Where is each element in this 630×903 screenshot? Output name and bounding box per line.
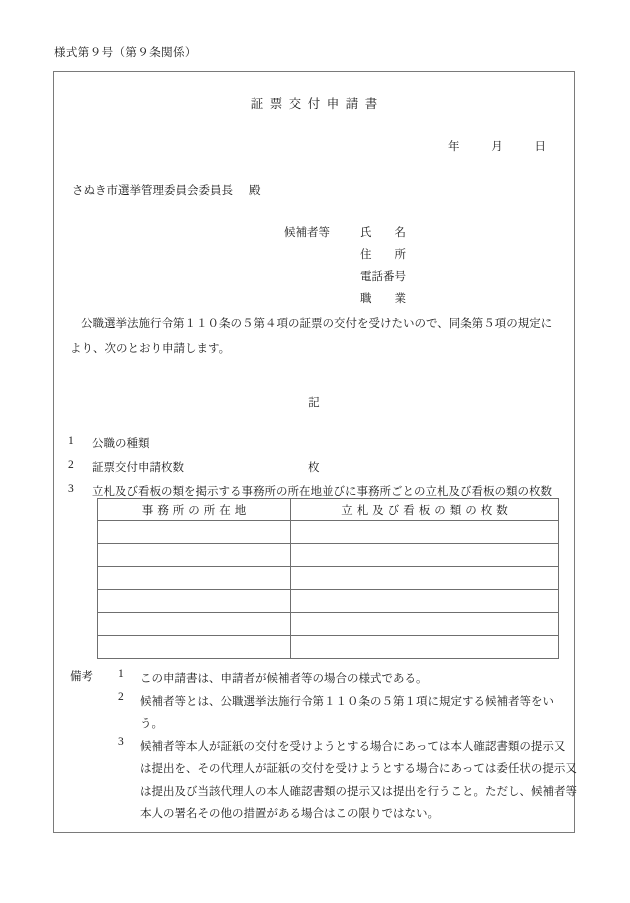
table-row [98,590,559,613]
table-row [98,613,559,636]
applicant-field-phone: 電話番号 [360,271,406,283]
remark-2-line-2: う。 [140,718,163,730]
item-1 [68,435,568,459]
office-table [97,498,559,659]
remark-3-number: 3 [118,735,124,748]
applicant-group-label: 候補者等 [284,227,330,239]
table-cell-office-location[interactable] [98,567,291,590]
table-cell-office-location[interactable] [98,544,291,567]
item-3-text: 立札及び看板の類を掲示する事務所の所在地並びに事務所ごとの立札及び看板の類の枚数 [92,486,552,498]
table-header-sign-count: 立札及び看板の類の枚数 [291,499,559,521]
remarks-section [70,668,577,826]
item-1-number: 1 [68,435,74,447]
table-cell-sign-count[interactable] [291,544,559,567]
body-paragraph-line-1: 公職選挙法施行令第１１０条の５第４項の証票の交付を受けたいので、同条第５項の規定に [81,318,553,330]
addressee-line [72,182,261,198]
table-header-row [98,499,559,521]
remark-1-text [140,668,566,691]
remark-2-line-1: 候補者等とは、公職選挙法施行令第１１０条の５第１項に規定する候補者等をい [140,695,554,708]
remark-note-3 [118,735,577,826]
date-line [448,138,546,154]
addressee-name: さぬき市選挙管理委員会委員長 [72,185,233,197]
remarks-label: 備考 [70,671,93,683]
applicant-field-list [360,222,406,310]
date-month: 月 [491,141,503,153]
remarks-list [118,668,577,826]
remark-3-line-4: 本人の署名その他の措置がある場合はこの限りではない。 [140,808,439,820]
item-2-text: 証票交付申請枚数 [92,462,184,474]
body-paragraph-line-2: より、次のとおり申請します。 [70,343,231,355]
remark-3-line-1: 候補者等本人が証紙の交付を受けようとする場合にあっては本人確認書類の提示又 [140,740,566,753]
applicant-field-address: 住 所 [360,249,406,261]
addressee-honorific: 殿 [249,185,261,197]
item-3-number: 3 [68,483,74,495]
remark-note-2 [118,691,566,736]
item-2-unit: 枚 [308,462,320,474]
body-paragraph [70,312,562,362]
table-header-office-location: 事務所の所在地 [98,499,291,521]
table-cell-sign-count[interactable] [291,521,559,544]
table-cell-sign-count[interactable] [291,590,559,613]
applicant-field-occupation: 職 業 [360,293,406,305]
remark-note-1 [118,668,566,691]
remark-3-text [140,736,577,826]
remark-3-line-2: は提出を、その代理人が証紙の交付を受けようとする場合にあっては委任状の提示又 [140,763,577,775]
table-cell-office-location[interactable] [98,636,291,659]
table-cell-office-location[interactable] [98,521,291,544]
item-2-number: 2 [68,459,74,471]
remark-1-line-1: この申請書は、申請者が候補者等の場合の様式である。 [140,673,428,685]
date-year: 年 [448,141,460,153]
remark-2-number: 2 [118,690,124,703]
ki-marker: 記 [308,397,320,409]
table-row [98,636,559,659]
remark-3-line-3: は提出及び当該代理人の本人確認書類の提示又は提出を行うこと。ただし、候補者等 [140,785,577,798]
table-cell-office-location[interactable] [98,590,291,613]
form-number: 様式第９号（第９条関係） [54,47,197,59]
table-row [98,521,559,544]
remark-1-number: 1 [118,668,124,680]
form-frame [53,71,575,833]
table-cell-sign-count[interactable] [291,567,559,590]
table-row [98,544,559,567]
applicant-block [284,222,406,310]
table-row [98,567,559,590]
table-cell-office-location[interactable] [98,613,291,636]
applicant-field-name: 氏 名 [360,227,406,239]
item-2 [68,459,568,483]
table-cell-sign-count[interactable] [291,636,559,659]
page-title: 証票交付申請書 [250,97,384,111]
item-1-text: 公職の種類 [92,438,150,450]
table-cell-sign-count[interactable] [291,613,559,636]
numbered-items [68,435,568,507]
remark-2-text [140,691,566,736]
date-day: 日 [534,141,546,153]
